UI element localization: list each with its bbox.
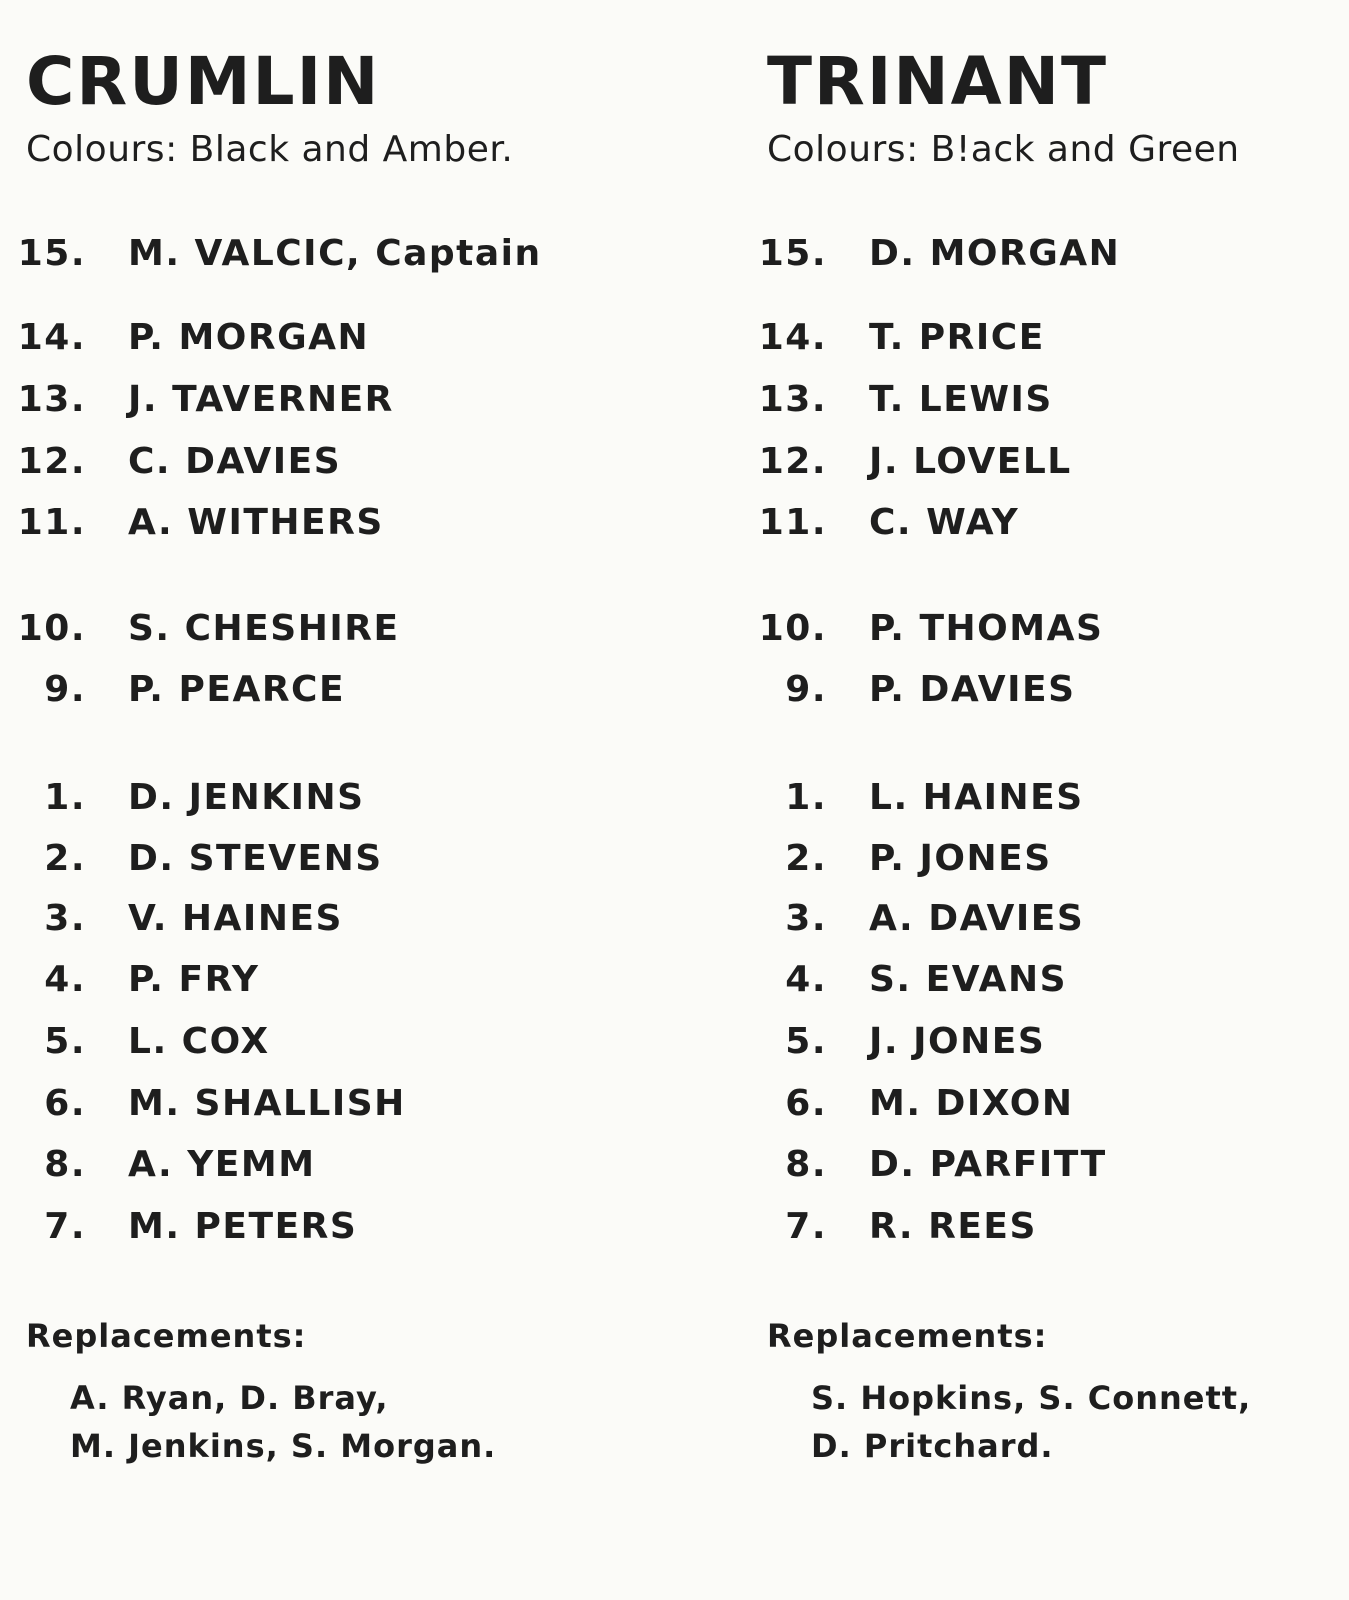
player-row xyxy=(767,837,1349,881)
player-row xyxy=(767,776,1349,820)
player-name: P. THOMAS xyxy=(869,608,1104,649)
player-row xyxy=(26,958,646,1002)
team-column-trinant xyxy=(758,0,1349,1600)
player-number: 14. xyxy=(17,317,86,358)
player-name: M. DIXON xyxy=(869,1083,1074,1124)
player-name: P. MORGAN xyxy=(128,317,370,358)
team-column-crumlin xyxy=(17,0,666,1600)
player-row xyxy=(17,607,646,651)
player-row xyxy=(26,897,646,941)
player-row xyxy=(767,1020,1349,1064)
player-number: 6. xyxy=(785,1083,827,1124)
player-number: 10. xyxy=(758,608,827,649)
player-name: M. PETERS xyxy=(128,1206,358,1247)
player-number: 6. xyxy=(44,1083,86,1124)
player-name: J. TAVERNER xyxy=(128,379,394,420)
player-number: 3. xyxy=(44,898,86,939)
player-number: 13. xyxy=(17,379,86,420)
player-row xyxy=(17,316,646,360)
player-name: P. PEARCE xyxy=(128,669,346,710)
player-number: 4. xyxy=(785,959,827,1000)
player-name: T. PRICE xyxy=(869,317,1045,358)
player-number: 1. xyxy=(44,777,86,818)
player-number: 2. xyxy=(785,838,827,879)
player-row xyxy=(767,668,1349,712)
player-row xyxy=(26,837,646,881)
player-row xyxy=(26,776,646,820)
player-name: D. JENKINS xyxy=(128,777,365,818)
player-row xyxy=(26,1143,646,1187)
player-name: C. WAY xyxy=(869,502,1020,543)
replacements-label: Replacements: xyxy=(767,1317,1048,1355)
player-row xyxy=(758,440,1349,484)
player-number: 15. xyxy=(17,233,86,274)
player-number: 9. xyxy=(44,669,86,710)
player-name: T. LEWIS xyxy=(869,379,1053,420)
team-name: TRINANT xyxy=(767,43,1108,120)
player-number: 8. xyxy=(785,1144,827,1185)
player-number: 5. xyxy=(44,1021,86,1062)
player-row xyxy=(767,958,1349,1002)
player-name: P. JONES xyxy=(869,838,1052,879)
team-colours: Colours: Black and Amber. xyxy=(26,129,514,170)
team-colours: Colours: B!ack and Green xyxy=(767,129,1240,170)
player-number: 12. xyxy=(758,441,827,482)
player-row xyxy=(26,1205,646,1249)
player-row xyxy=(17,440,646,484)
player-name: M. VALCIC, Captain xyxy=(128,233,542,274)
player-row xyxy=(767,1143,1349,1187)
player-row xyxy=(758,378,1349,422)
player-row xyxy=(758,607,1349,651)
player-number: 11. xyxy=(17,502,86,543)
player-name: D. MORGAN xyxy=(869,233,1121,274)
player-name: J. JONES xyxy=(869,1021,1046,1062)
player-number: 1. xyxy=(785,777,827,818)
player-name: L. HAINES xyxy=(869,777,1084,818)
player-name: V. HAINES xyxy=(128,898,343,939)
player-name: P. DAVIES xyxy=(869,669,1076,710)
player-number: 7. xyxy=(785,1206,827,1247)
player-number: 3. xyxy=(785,898,827,939)
player-row xyxy=(767,897,1349,941)
player-number: 7. xyxy=(44,1206,86,1247)
player-row xyxy=(767,1082,1349,1126)
player-name: J. LOVELL xyxy=(869,441,1072,482)
player-name: R. REES xyxy=(869,1206,1037,1247)
player-row xyxy=(758,316,1349,360)
player-number: 12. xyxy=(17,441,86,482)
player-name: L. COX xyxy=(128,1021,270,1062)
player-number: 8. xyxy=(44,1144,86,1185)
player-row xyxy=(758,232,1349,276)
replacements-line: D. Pritchard. xyxy=(811,1427,1054,1465)
player-row xyxy=(26,668,646,712)
player-name: P. FRY xyxy=(128,959,260,1000)
player-number: 10. xyxy=(17,608,86,649)
player-name: D. PARFITT xyxy=(869,1144,1107,1185)
player-number: 5. xyxy=(785,1021,827,1062)
player-row xyxy=(767,1205,1349,1249)
player-number: 11. xyxy=(758,502,827,543)
team-name: CRUMLIN xyxy=(26,43,381,120)
player-name: S. EVANS xyxy=(869,959,1068,1000)
player-number: 15. xyxy=(758,233,827,274)
player-number: 9. xyxy=(785,669,827,710)
replacements-label: Replacements: xyxy=(26,1317,307,1355)
replacements-line: S. Hopkins, S. Connett, xyxy=(811,1379,1252,1417)
player-name: D. STEVENS xyxy=(128,838,383,879)
replacements-line: A. Ryan, D. Bray, xyxy=(70,1379,389,1417)
replacements-line: M. Jenkins, S. Morgan. xyxy=(70,1427,497,1465)
player-row xyxy=(17,501,646,545)
player-number: 4. xyxy=(44,959,86,1000)
player-number: 14. xyxy=(758,317,827,358)
player-name: M. SHALLISH xyxy=(128,1083,406,1124)
player-name: A. WITHERS xyxy=(128,502,384,543)
player-name: A. YEMM xyxy=(128,1144,316,1185)
player-name: S. CHESHIRE xyxy=(128,608,400,649)
player-row xyxy=(26,1020,646,1064)
player-row xyxy=(17,378,646,422)
player-number: 13. xyxy=(758,379,827,420)
player-name: C. DAVIES xyxy=(128,441,342,482)
player-number: 2. xyxy=(44,838,86,879)
player-name: A. DAVIES xyxy=(869,898,1085,939)
player-row xyxy=(26,1082,646,1126)
player-row xyxy=(17,232,646,276)
player-row xyxy=(758,501,1349,545)
